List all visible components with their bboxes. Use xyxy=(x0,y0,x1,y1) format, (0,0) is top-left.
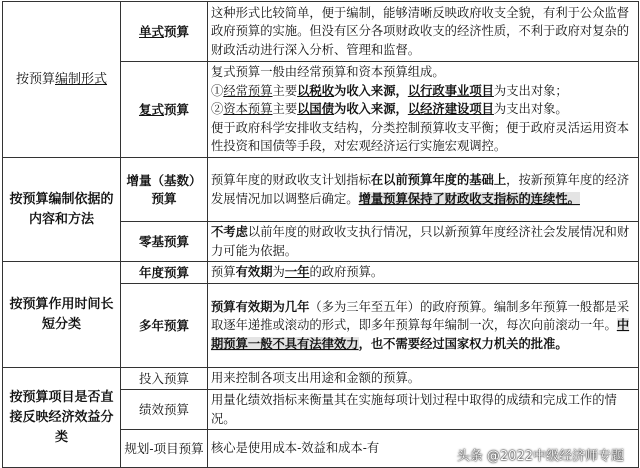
table-row xyxy=(3,368,639,390)
subcategory-cell: 年度预算 xyxy=(121,262,208,284)
subcategory-cell: 单式预算 xyxy=(121,2,208,62)
category-cell: 按预算项目是否直接反映经济效益分类 xyxy=(3,368,121,468)
description-cell: 核心是使用成本-效益和成本-有 xyxy=(208,430,639,468)
table-row xyxy=(3,262,639,284)
description-cell: 用量化绩效指标来衡量其在实施每项计划过程中取得的成绩和完成工作的情况。 xyxy=(208,390,639,430)
subcategory-cell: 规划-项目预算 xyxy=(121,430,208,468)
table-row xyxy=(3,158,639,222)
subcategory-cell: 复式预算 xyxy=(121,62,208,158)
table-row xyxy=(3,2,639,62)
subcategory-cell: 绩效预算 xyxy=(121,390,208,430)
watermark: 头条 @2022中级经济师专题 xyxy=(456,449,624,464)
description-cell: 不考虑以前年度的财政收支执行情况，只以新预算年度经济社会发展情况和财力可能为依据。 xyxy=(208,222,639,262)
description-cell: 用来控制各项支出用途和金额的预算。 xyxy=(208,368,639,390)
category-cell: 按预算编制依据的内容和方法 xyxy=(3,158,121,262)
subcategory-cell: 多年预算 xyxy=(121,284,208,368)
subcategory-cell: 增量（基数）预算 xyxy=(121,158,208,222)
description-cell: 预算有效期为一年的政府预算。 xyxy=(208,262,639,284)
description-cell: 复式预算一般由经常预算和资本预算组成。 ①经常预算主要以税收为收入来源，以行政事业项目为支出对象； ②资本预算主要以国债为收入来源，以经济建设项目为支出对象。 便于政府科学安排收支结构，分类控制预算收支平衡；便于政府灵活运用资本性投资和国债等手段，对宏观经济运行实施宏观调控。 xyxy=(208,62,639,158)
description-cell: 预算年度的财政收支计划指标在以前预算年度的基础上，按新预算年度的经济发展情况加以调整后确定。增量预算保持了财政收支指标的连续性。 xyxy=(208,158,639,222)
subcategory-cell: 投入预算 xyxy=(121,368,208,390)
category-cell: 按预算编制形式 xyxy=(3,2,121,158)
description-cell: 预算有效期为几年（多为三年至五年）的政府预算。编制多年预算一般都是采取逐年递推或滚动的形式，即多年预算每年编制一次，每次向前滚动一年。中期预算一般不具有法律效力，也不需要经过国家权力机关的批准。 xyxy=(208,284,639,368)
budget-classification-table xyxy=(2,1,639,468)
category-cell: 按预算作用时间长短分类 xyxy=(3,262,121,368)
subcategory-cell: 零基预算 xyxy=(121,222,208,262)
description-cell: 这种形式比较简单，便于编制，能够清晰反映政府收支全貌，有利于公众监督政府预算的实施。但没有区分各项财政收支的经济性质，不利于政府对复杂的财政活动进行深入分析、管理和监督。 xyxy=(208,2,639,62)
